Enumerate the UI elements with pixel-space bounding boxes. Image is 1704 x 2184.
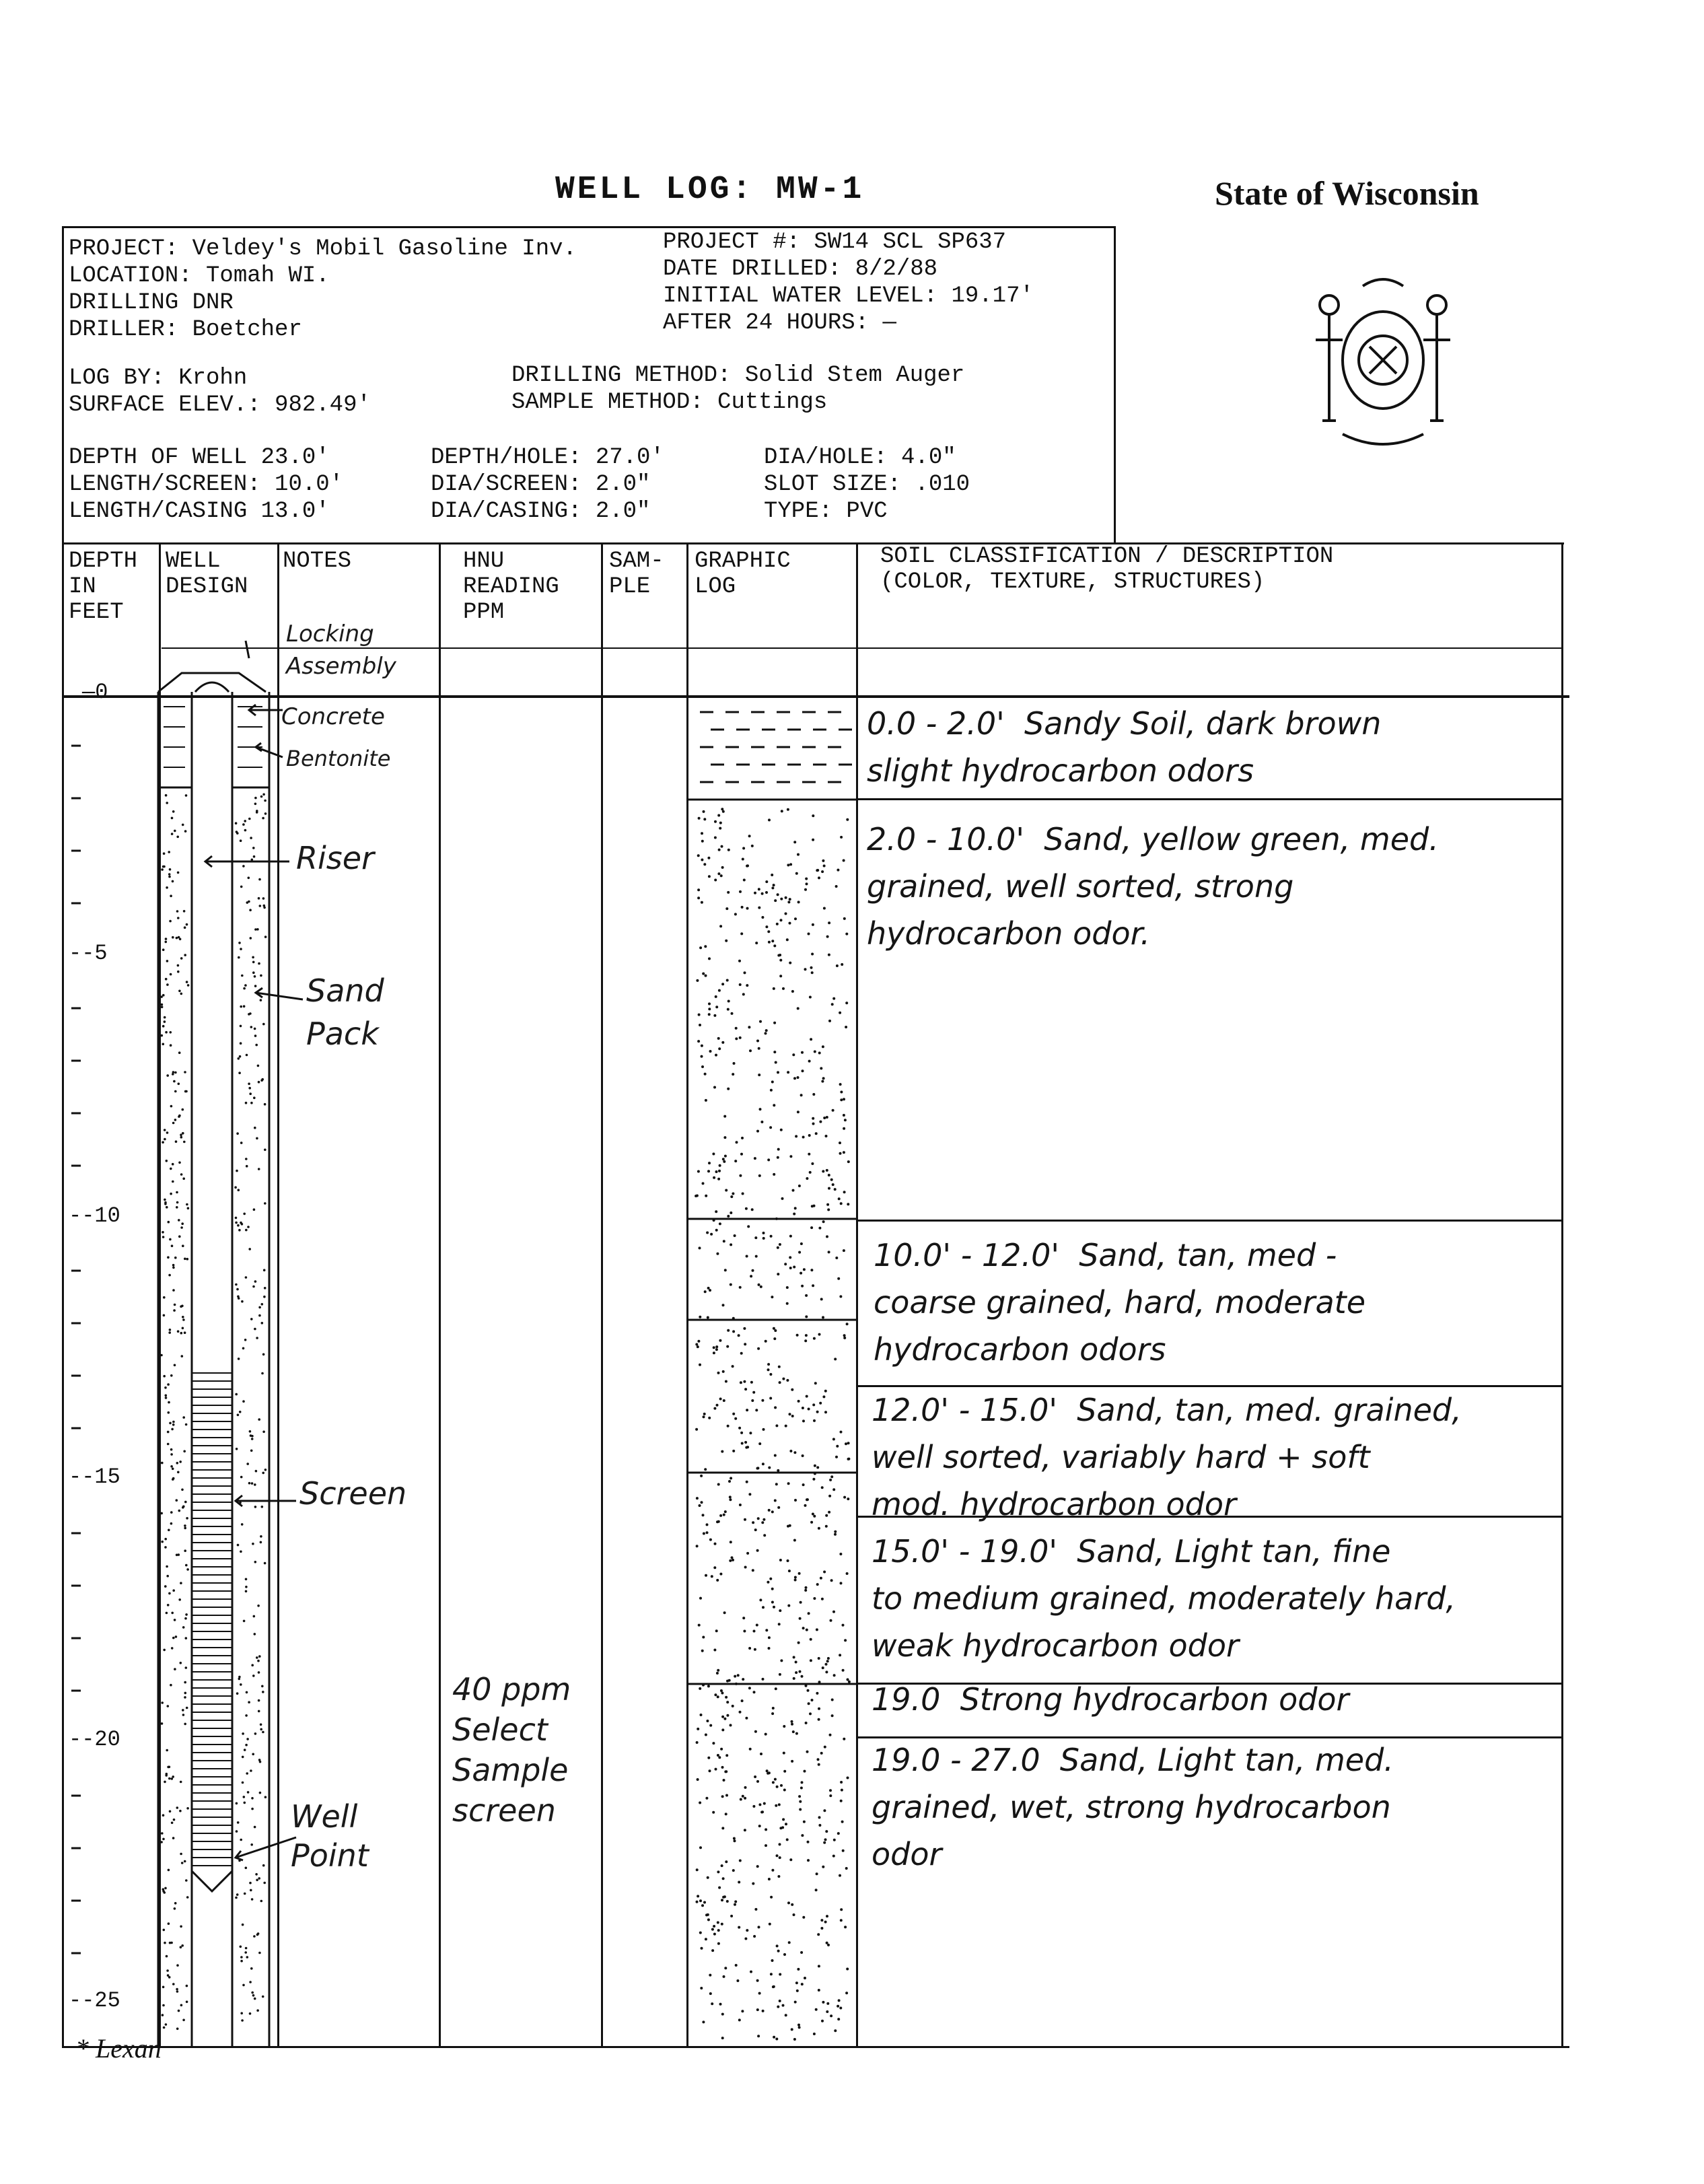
depth-tick-20: --20 bbox=[69, 1727, 120, 1752]
header-graphic-log: GRAPHIC LOG bbox=[695, 549, 791, 600]
footnote: * Lexan bbox=[75, 2033, 162, 2064]
after-24-field: AFTER 24 HOURS: — bbox=[663, 310, 896, 336]
header-hnu: HNU READING PPM bbox=[463, 549, 559, 625]
table-top-rule bbox=[62, 542, 1564, 544]
header-well-design: WELL DESIGN bbox=[166, 549, 248, 600]
desc-rule-1 bbox=[856, 798, 1563, 800]
note-arrows bbox=[195, 606, 316, 1884]
col-rule-right bbox=[1561, 542, 1563, 2047]
soil-desc-0-2: 0.0 - 2.0' Sandy Soil, dark brown slight hydrocarbon odors bbox=[867, 705, 1382, 789]
col-rule-sample bbox=[601, 542, 603, 2047]
project-field: PROJECT: Veldey's Mobil Gasoline Inv. bbox=[69, 236, 577, 262]
note-bentonite: Bentonite bbox=[286, 746, 391, 771]
header-depth: DEPTH IN FEET bbox=[69, 549, 138, 625]
depth-tick-0: —0 bbox=[82, 680, 108, 705]
initial-water-field: INITIAL WATER LEVEL: 19.17' bbox=[663, 283, 1034, 309]
minor-ticks bbox=[67, 693, 87, 2053]
soil-desc-2-10: 2.0 - 10.0' Sand, yellow green, med. grained, well sorted, strong hydrocarbon odor. bbox=[867, 821, 1439, 952]
state-heading: State of Wisconsin bbox=[1215, 174, 1479, 212]
soil-desc-15-19: 15.0' - 19.0' Sand, Light tan, fine to medium grained, moderately hard, weak hydrocarbon odor bbox=[872, 1533, 1456, 1664]
depth-tick-25: --25 bbox=[69, 1988, 120, 2013]
state-seal-icon bbox=[1282, 259, 1484, 461]
location-field: LOCATION: Tomah WI. bbox=[69, 263, 330, 289]
soil-desc-12-15: 12.0' - 15.0' Sand, tan, med. grained, well sorted, variably hard + soft mod. hydrocarbon odor bbox=[872, 1392, 1462, 1522]
depth-tick-15: --15 bbox=[69, 1465, 120, 1489]
drilling-method-field: DRILLING METHOD: Solid Stem Auger bbox=[511, 363, 965, 388]
date-drilled-field: DATE DRILLED: 8/2/88 bbox=[663, 256, 938, 282]
col-rule-hnu bbox=[439, 542, 441, 2047]
note-screen: Screen bbox=[299, 1475, 407, 1512]
type-field: TYPE: PVC bbox=[764, 499, 888, 524]
hnu-reading-note: 40 ppm Select Sample screen bbox=[452, 1671, 571, 1829]
depth-tick-10: --10 bbox=[69, 1203, 120, 1228]
note-concrete: Concrete bbox=[281, 703, 385, 730]
depth-tick-5: --5 bbox=[69, 941, 108, 966]
note-riser: Riser bbox=[296, 840, 374, 876]
slot-size-field: SLOT SIZE: .010 bbox=[764, 472, 970, 497]
soil-desc-19-27: 19.0 - 27.0 Sand, Light tan, med. grained, wet, strong hydrocarbon odor bbox=[872, 1742, 1394, 1872]
soil-desc-19-water: 19.0 Strong hydrocarbon odor bbox=[872, 1681, 1349, 1718]
header-notes: NOTES bbox=[283, 549, 352, 574]
length-casing-field: LENGTH/CASING 13.0' bbox=[69, 499, 330, 524]
note-locking-assembly: Locking Assembly bbox=[286, 621, 396, 680]
drilling-field: DRILLING DNR bbox=[69, 290, 234, 316]
desc-rule-2 bbox=[856, 1220, 1563, 1222]
note-sand-pack: Sand Pack bbox=[306, 973, 384, 1052]
sample-method-field: SAMPLE METHOD: Cuttings bbox=[511, 390, 828, 415]
graphic-log bbox=[688, 697, 857, 2047]
page-title: WELL LOG: MW-1 bbox=[555, 172, 865, 208]
driller-field: DRILLER: Boetcher bbox=[69, 317, 302, 343]
surface-elev-field: SURFACE ELEV.: 982.49' bbox=[69, 392, 371, 418]
soil-desc-10-12: 10.0' - 12.0' Sand, tan, med - coarse grained, hard, moderate hydrocarbon odors bbox=[874, 1237, 1365, 1368]
col-rule-left bbox=[62, 542, 64, 2047]
dia-hole-field: DIA/HOLE: 4.0" bbox=[764, 445, 956, 470]
header-sample: SAM- PLE bbox=[609, 549, 664, 600]
dia-casing-field: DIA/CASING: 2.0" bbox=[431, 499, 651, 524]
log-by-field: LOG BY: Krohn bbox=[69, 365, 248, 391]
dia-screen-field: DIA/SCREEN: 2.0" bbox=[431, 472, 651, 497]
depth-of-well-field: DEPTH OF WELL 23.0' bbox=[69, 445, 330, 470]
depth-hole-field: DEPTH/HOLE: 27.0' bbox=[431, 445, 664, 470]
length-screen-field: LENGTH/SCREEN: 10.0' bbox=[69, 472, 344, 497]
project-number-field: PROJECT #: SW14 SCL SP637 bbox=[663, 230, 1007, 255]
note-well-point: Well Point bbox=[291, 1798, 369, 1874]
header-soil-class: SOIL CLASSIFICATION / DESCRIPTION (COLOR, TEXTURE, STRUCTURES) bbox=[880, 544, 1334, 595]
